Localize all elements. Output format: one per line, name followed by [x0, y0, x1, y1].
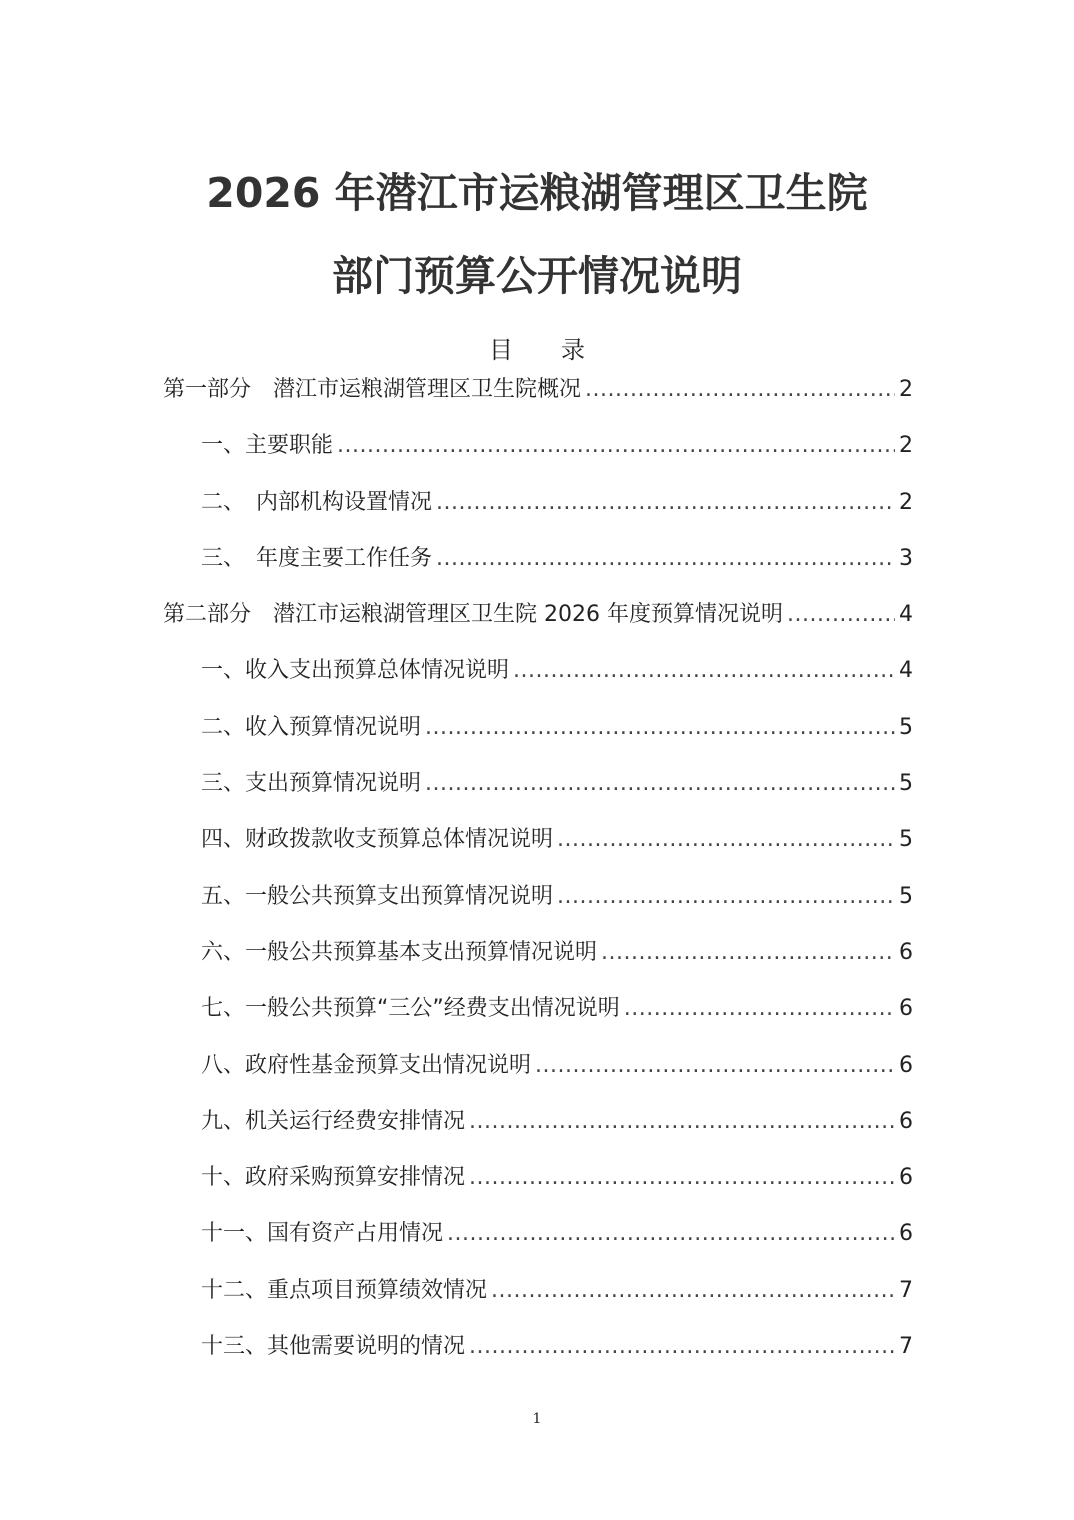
toc-entry-internal-structure[interactable] — [163, 485, 913, 541]
toc-heading: 目 录 — [489, 336, 585, 364]
toc-dot-leader — [535, 1053, 895, 1078]
table-of-contents — [163, 372, 913, 1385]
toc-entry-main-functions[interactable] — [163, 428, 913, 484]
toc-entry-operating-expenses[interactable] — [163, 1104, 913, 1160]
toc-dot-leader — [337, 433, 895, 458]
toc-dot-leader — [601, 940, 895, 965]
toc-entry-label: 三、支出预算情况说明 — [201, 771, 422, 797]
toc-entry-expenditure-budget[interactable] — [163, 766, 913, 822]
toc-dot-leader — [624, 996, 895, 1021]
toc-entry-page-number: 6 — [899, 1221, 913, 1247]
toc-entry-page-number: 5 — [899, 827, 913, 853]
toc-entry-label: 十三、其他需要说明的情况 — [201, 1334, 466, 1360]
toc-entry-page-number: 6 — [899, 1108, 913, 1134]
toc-entry-key-projects[interactable] — [163, 1273, 913, 1329]
toc-entry-page-number: 5 — [899, 771, 913, 797]
toc-dot-leader — [557, 827, 895, 852]
toc-dot-leader — [436, 546, 895, 571]
toc-entry-page-number: 6 — [899, 939, 913, 965]
toc-dot-leader — [436, 490, 895, 515]
toc-entry-part-2[interactable] — [163, 597, 913, 653]
document-title-line-2: 部门预算公开情况说明 — [332, 252, 742, 300]
footer-page-number: 1 — [532, 1411, 542, 1427]
toc-entry-page-number: 2 — [899, 489, 913, 515]
toc-dot-leader — [469, 1109, 895, 1134]
toc-dot-leader — [425, 771, 895, 796]
toc-entry-label: 一、收入支出预算总体情况说明 — [201, 658, 510, 684]
toc-entry-other-matters[interactable] — [163, 1329, 913, 1385]
toc-entry-page-number: 3 — [899, 545, 913, 571]
toc-entry-label: 十二、重点项目预算绩效情况 — [201, 1277, 488, 1303]
toc-dot-leader — [469, 1334, 895, 1359]
toc-entry-label: 三、 年度主要工作任务 — [201, 545, 433, 571]
toc-entry-page-number: 7 — [899, 1277, 913, 1303]
toc-entry-label: 第一部分 潜江市运粮湖管理区卫生院概况 — [163, 377, 582, 402]
toc-dot-leader — [513, 658, 895, 683]
toc-entry-page-number: 4 — [899, 602, 913, 628]
toc-entry-part-1[interactable] — [163, 372, 913, 428]
toc-entry-page-number: 4 — [899, 658, 913, 684]
document-title-line-1: 2026 年潜江市运粮湖管理区卫生院 — [206, 169, 868, 217]
toc-entry-overall-budget[interactable] — [163, 653, 913, 709]
toc-entry-label: 八、政府性基金预算支出情况说明 — [201, 1052, 532, 1078]
toc-dot-leader — [585, 377, 895, 402]
toc-dot-leader — [469, 1165, 895, 1190]
toc-entry-page-number: 7 — [899, 1334, 913, 1360]
toc-entry-page-number: 6 — [899, 1165, 913, 1191]
toc-entry-page-number: 6 — [899, 996, 913, 1022]
toc-entry-general-public-expenditure[interactable] — [163, 879, 913, 935]
toc-entry-page-number: 6 — [899, 1052, 913, 1078]
toc-dot-leader — [557, 884, 895, 909]
toc-entry-label: 四、财政拨款收支预算总体情况说明 — [201, 827, 554, 853]
toc-entry-label: 六、一般公共预算基本支出预算情况说明 — [201, 939, 598, 965]
toc-entry-label: 二、收入预算情况说明 — [201, 714, 422, 740]
toc-dot-leader — [491, 1278, 895, 1303]
toc-dot-leader — [447, 1221, 895, 1246]
toc-entry-page-number: 5 — [899, 714, 913, 740]
toc-entry-label: 五、一般公共预算支出预算情况说明 — [201, 883, 554, 909]
toc-dot-leader — [787, 602, 895, 627]
toc-entry-basic-expenditure[interactable] — [163, 935, 913, 991]
toc-entry-label: 一、主要职能 — [201, 433, 334, 459]
toc-entry-annual-tasks[interactable] — [163, 541, 913, 597]
toc-entry-label: 十、政府采购预算安排情况 — [201, 1165, 466, 1191]
toc-entry-label: 七、一般公共预算“三公”经费支出情况说明 — [201, 996, 620, 1022]
toc-entry-fiscal-appropriation[interactable] — [163, 822, 913, 878]
toc-entry-label: 十一、国有资产占用情况 — [201, 1221, 444, 1247]
toc-entry-income-budget[interactable] — [163, 710, 913, 766]
toc-entry-procurement-budget[interactable] — [163, 1160, 913, 1216]
toc-entry-page-number: 2 — [899, 377, 913, 402]
toc-entry-three-public-expenses[interactable] — [163, 991, 913, 1047]
toc-dot-leader — [425, 715, 895, 740]
toc-entry-state-assets[interactable] — [163, 1216, 913, 1272]
toc-entry-label: 二、 内部机构设置情况 — [201, 489, 433, 515]
toc-entry-label: 第二部分 潜江市运粮湖管理区卫生院 2026 年度预算情况说明 — [163, 602, 783, 628]
toc-entry-government-fund[interactable] — [163, 1048, 913, 1104]
toc-entry-page-number: 2 — [899, 433, 913, 459]
toc-entry-page-number: 5 — [899, 883, 913, 909]
toc-entry-label: 九、机关运行经费安排情况 — [201, 1108, 466, 1134]
